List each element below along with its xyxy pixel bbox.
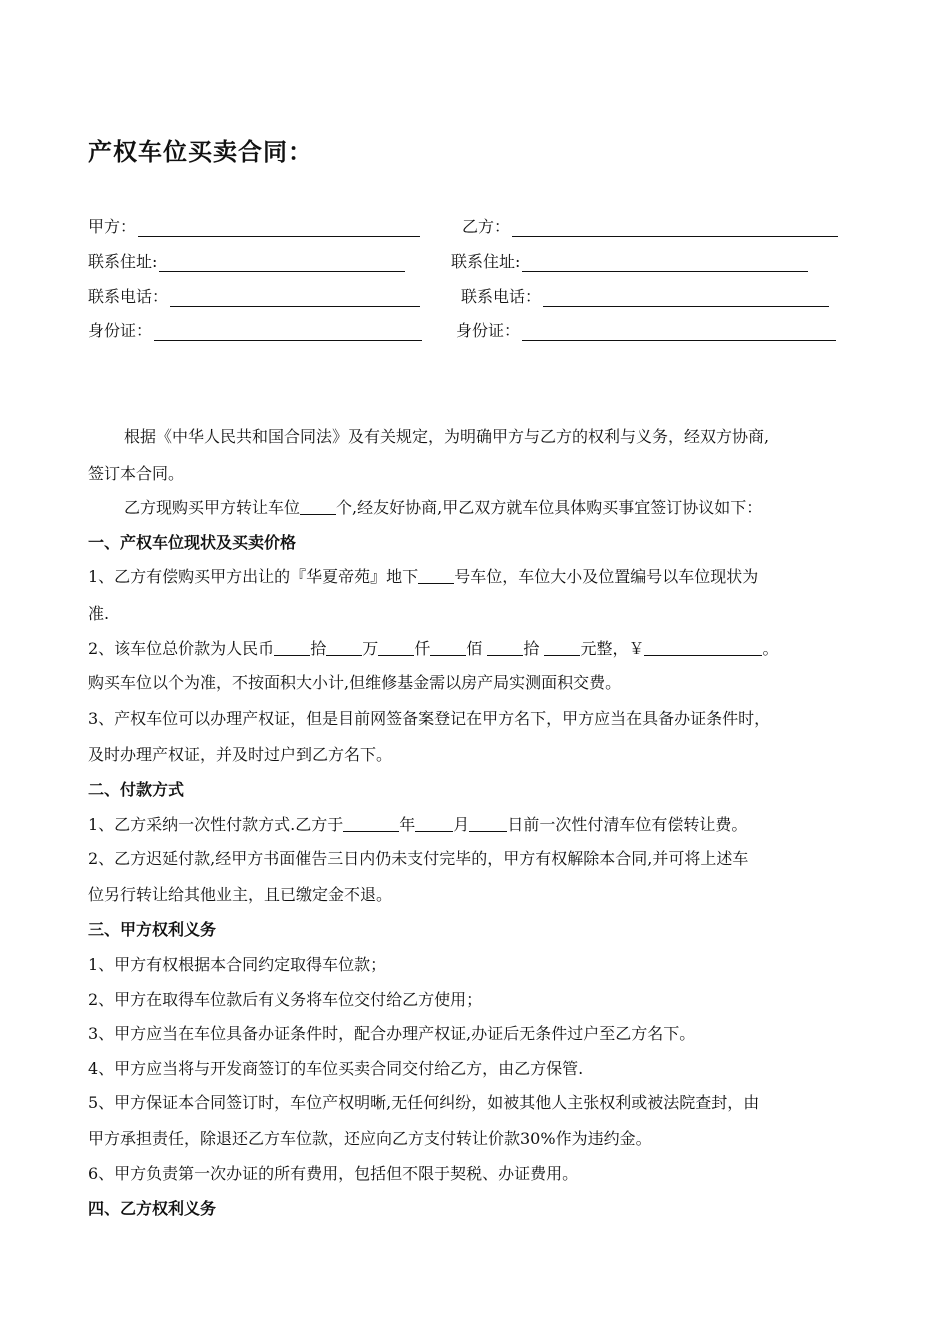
payment-month-blank[interactable]: [415, 815, 453, 832]
section-3-item-2: 2、甲方在取得车位款后有义务将车位交付给乙方使用；: [88, 990, 483, 1009]
intro-purchase-before: 乙方现购买甲方转让车位: [124, 498, 301, 517]
section-3-item-4: 4、甲方应当将与开发商签订的车位买卖合同交付给乙方，由乙方保管.: [88, 1059, 584, 1078]
space-count-blank[interactable]: [300, 498, 336, 515]
section-2-item-2-line1: 2、乙方迟延付款,经甲方书面催告三日内仍未支付完毕的，甲方有权解除本合同,并可将上述车: [88, 849, 749, 868]
section-3-item-1: 1、甲方有权根据本合同约定取得车位款；: [88, 955, 387, 974]
amount-blank-2[interactable]: [326, 639, 362, 656]
intro-purchase-after: 个,经友好协商,甲乙双方就车位具体购买事宜签订协议如下：: [336, 498, 763, 517]
s1-item2-prefix: 2、该车位总价款为人民币: [88, 639, 275, 658]
section-3-item-3: 3、甲方应当在车位具备办证条件时，配合办理产权证,办证后无条件过户至乙方名下。: [88, 1024, 696, 1043]
section-1-item-1-line2: 准.: [88, 604, 110, 623]
section-3-item-6: 6、甲方负责第一次办证的所有费用，包括但不限于契税、办证费用。: [88, 1164, 579, 1183]
amount-blank-4[interactable]: [430, 639, 466, 656]
amount-blank-6[interactable]: [544, 639, 580, 656]
party-a-phone-label: 联系电话：: [88, 287, 169, 306]
party-b-id-line[interactable]: [522, 322, 836, 341]
party-a-id-line[interactable]: [154, 322, 422, 341]
s1-item2-unit-4: 佰: [466, 639, 483, 658]
party-b-name-label: 乙方：: [462, 217, 511, 236]
section-2-item-2-line2: 位另行转让给其他业主，且已缴定金不退。: [88, 885, 393, 904]
party-b-address-line[interactable]: [522, 253, 808, 272]
section-3-item-5-line2: 甲方承担责任，除退还乙方车位款，还应向乙方支付转让价款30%作为违约金。: [88, 1129, 652, 1148]
s1-item2-unit-1: 拾: [310, 639, 327, 658]
section-2-item-1: [88, 812, 747, 835]
amount-blank-3[interactable]: [378, 639, 414, 656]
section-3-item-5-line1: 5、甲方保证本合同签订时，车位产权明晰,无任何纠纷，如被其他人主张权利或被法院查封，由: [88, 1093, 760, 1112]
s1-item2-unit-2: 万: [362, 639, 379, 658]
party-a-name-line[interactable]: [138, 218, 420, 237]
party-b-phone-line[interactable]: [543, 288, 829, 307]
space-number-blank[interactable]: [418, 567, 454, 584]
section-1-item-1: [88, 564, 758, 587]
party-b-phone-label: 联系电话：: [461, 287, 542, 306]
section-4-heading: 四、乙方权利义务: [88, 1199, 217, 1218]
party-b-phone-field: [461, 284, 829, 307]
party-a-id-label: 身份证：: [88, 321, 153, 340]
section-2-heading: 二、付款方式: [88, 780, 185, 799]
s2-item1-month: 月: [453, 815, 470, 834]
section-1-item-2: [88, 636, 778, 659]
party-b-address-label: 联系住址:: [451, 252, 521, 271]
section-3-heading: 三、甲方权利义务: [88, 920, 217, 939]
party-a-phone-line[interactable]: [170, 288, 420, 307]
party-a-name-label: 甲方：: [88, 217, 137, 236]
intro-paragraph-line1: 根据《中华人民共和国合同法》及有关规定，为明确甲方与乙方的权利与义务，经双方协商,: [124, 427, 770, 446]
party-a-address-field: [88, 249, 405, 272]
party-a-address-line[interactable]: [159, 253, 405, 272]
amount-blank-1[interactable]: [274, 639, 310, 656]
amount-blank-5[interactable]: [487, 639, 523, 656]
section-1-item-3-line1: 3、产权车位可以办理产权证，但是目前网签备案登记在甲方名下，甲方应当在具备办证条件时，: [88, 709, 771, 728]
s1-item1-before: 1、乙方有偿购买甲方出让的『华夏帝苑』地下: [88, 567, 419, 586]
s1-item2-unit-5: 拾: [523, 639, 540, 658]
s1-item2-unit-6: 元整，￥: [580, 639, 645, 658]
payment-year-blank[interactable]: [343, 815, 399, 832]
payment-day-blank[interactable]: [469, 815, 507, 832]
party-b-id-label: 身份证：: [456, 321, 521, 340]
contract-title: 产权车位买卖合同：: [88, 138, 313, 166]
party-a-name-field: [88, 214, 420, 237]
party-a-phone-field: [88, 284, 420, 307]
party-b-id-field: [456, 318, 836, 341]
s2-item1-year: 年: [399, 815, 416, 834]
section-1-item-2-line2: 购买车位以个为准，不按面积大小计,但维修基金需以房产局实测面积交费。: [88, 673, 622, 692]
s1-item2-end: 。: [762, 639, 779, 658]
party-b-address-field: [451, 249, 808, 272]
s2-item1-day: 日前一次性付清车位有偿转让费。: [507, 815, 748, 834]
intro-purchase-statement: [124, 495, 762, 518]
amount-numeric-blank[interactable]: [644, 639, 762, 656]
party-b-name-field: [462, 214, 838, 237]
section-1-heading: 一、产权车位现状及买卖价格: [88, 533, 297, 552]
s1-item2-unit-3: 仟: [414, 639, 431, 658]
s1-item1-after: 号车位，车位大小及位置编号以车位现状为: [454, 567, 759, 586]
party-a-address-label: 联系住址:: [88, 252, 158, 271]
party-b-name-line[interactable]: [512, 218, 838, 237]
intro-paragraph-line2: 签订本合同。: [88, 464, 185, 483]
s2-item1-prefix: 1、乙方采纳一次性付款方式.乙方于: [88, 815, 344, 834]
section-1-item-3-line2: 及时办理产权证，并及时过户到乙方名下。: [88, 745, 393, 764]
party-a-id-field: [88, 318, 422, 341]
